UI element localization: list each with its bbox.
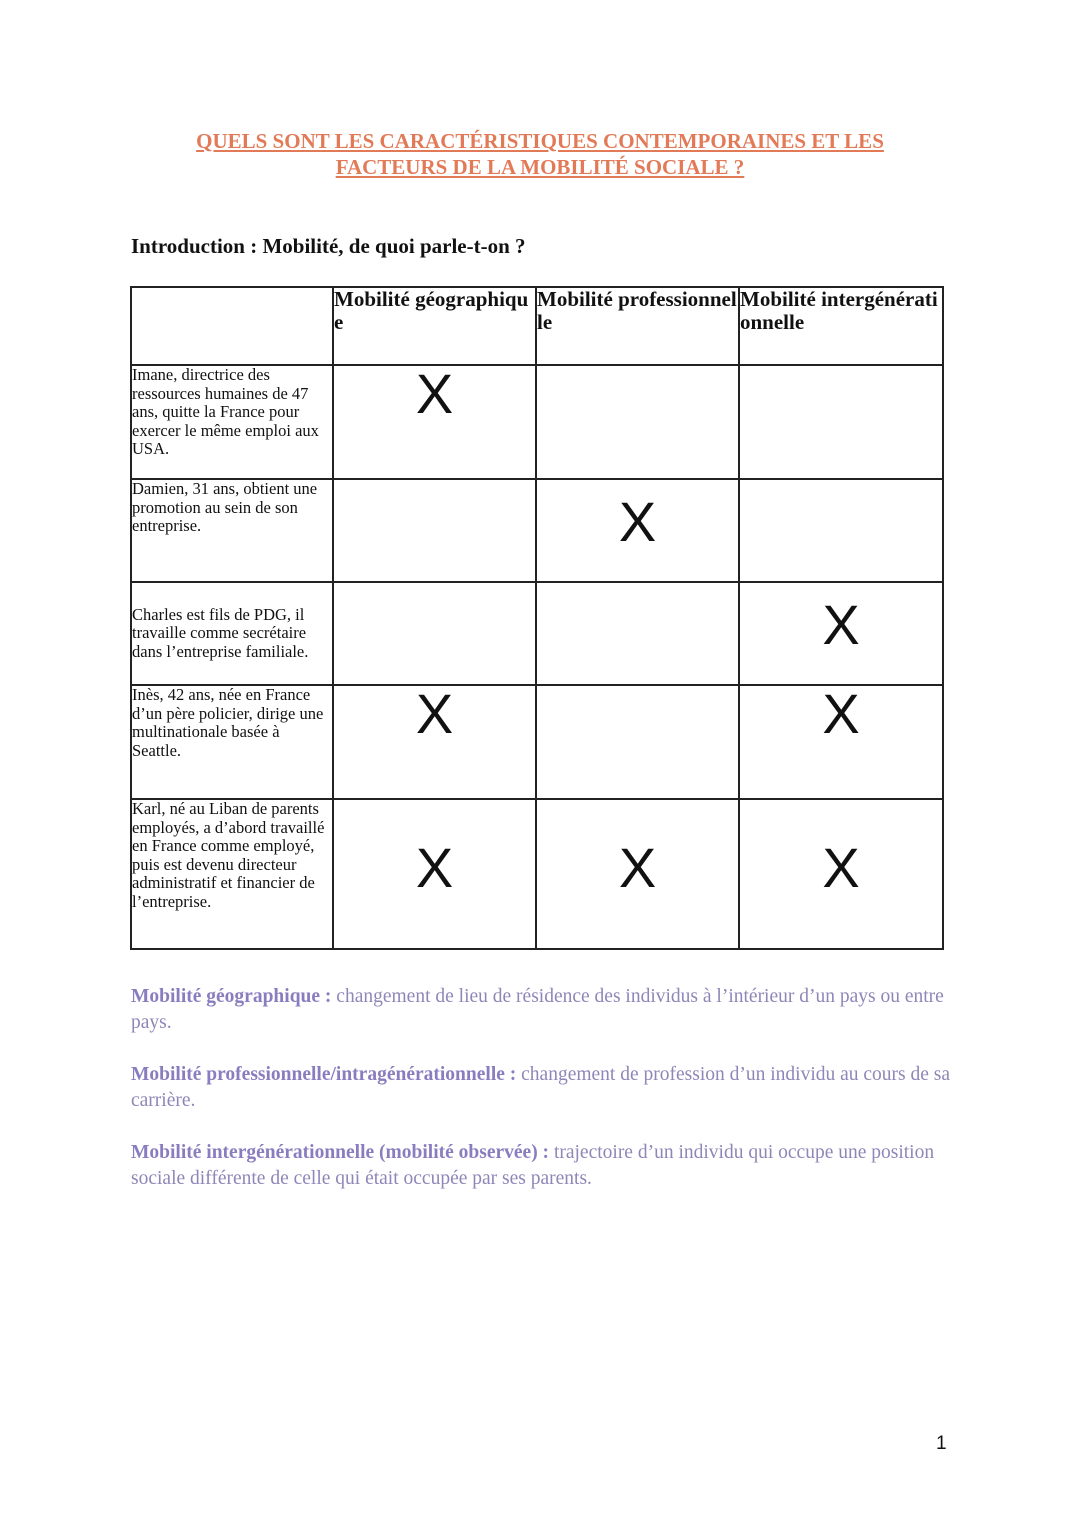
mark-cell bbox=[333, 582, 536, 685]
mark-cell: X bbox=[739, 685, 943, 799]
mark-cell bbox=[739, 365, 943, 479]
mark-cell bbox=[739, 479, 943, 582]
definition-professionnelle bbox=[131, 1062, 951, 1114]
definition-intergenerationnelle bbox=[131, 1140, 951, 1192]
definition-text: changement de profession d’un individu au cours de sa carrière. bbox=[131, 1064, 951, 1111]
mark-cell bbox=[333, 479, 536, 582]
definition-term: Mobilité professionnelle/intragénérationnelle : bbox=[131, 1064, 517, 1085]
definitions-section bbox=[131, 984, 951, 1218]
mark-cell: X bbox=[536, 479, 739, 582]
page-number: 1 bbox=[936, 1433, 947, 1454]
mark-cell: X bbox=[739, 582, 943, 685]
definition-term: Mobilité géographique : bbox=[131, 986, 332, 1007]
mobility-table bbox=[130, 286, 944, 950]
row-description: Imane, directrice des ressources humaines de 47 ans, quitte la France pour exercer le même emploi aux USA. bbox=[131, 365, 333, 479]
definition-text: changement de lieu de résidence des individus à l’intérieur d’un pays ou entre pays. bbox=[131, 986, 944, 1033]
table-header-row bbox=[131, 287, 943, 365]
table-row bbox=[131, 582, 943, 685]
document-title bbox=[130, 128, 950, 180]
title-line-2: FACTEURS DE LA MOBILITÉ SOCIALE ? bbox=[335, 155, 745, 179]
header-geographique: Mobilité géographique bbox=[333, 287, 536, 365]
row-description: Inès, 42 ans, née en France d’un père policier, dirige une multinationale basée à Seattle. bbox=[131, 685, 333, 799]
row-description: Damien, 31 ans, obtient une promotion au sein de son entreprise. bbox=[131, 479, 333, 582]
title-line-1: QUELS SONT LES CARACTÉRISTIQUES CONTEMPORAINES ET LES bbox=[196, 129, 884, 153]
mark-cell bbox=[536, 365, 739, 479]
mark-cell: X bbox=[536, 799, 739, 949]
row-description: Charles est fils de PDG, il travaille comme secrétaire dans l’entreprise familiale. bbox=[131, 582, 333, 685]
mark-cell: X bbox=[333, 685, 536, 799]
table-row bbox=[131, 479, 943, 582]
table-corner-cell bbox=[131, 287, 333, 365]
mark-cell: X bbox=[333, 365, 536, 479]
mark-cell bbox=[536, 685, 739, 799]
header-professionnelle: Mobilité professionnelle bbox=[536, 287, 739, 365]
definition-geographique bbox=[131, 984, 951, 1036]
row-description: Karl, né au Liban de parents employés, a d’abord travaillé en France comme employé, puis est devenu directeur administratif et financier de l’entreprise. bbox=[131, 799, 333, 949]
definition-text: trajectoire d’un individu qui occupe une position sociale différente de celle qui était occupée par ses parents. bbox=[131, 1142, 935, 1189]
table-row bbox=[131, 365, 943, 479]
mark-cell: X bbox=[333, 799, 536, 949]
table-row bbox=[131, 799, 943, 949]
table-row bbox=[131, 685, 943, 799]
definition-term: Mobilité intergénérationnelle (mobilité observée) : bbox=[131, 1142, 550, 1163]
mark-cell: X bbox=[739, 799, 943, 949]
header-intergenerationnelle: Mobilité intergénérationnelle bbox=[739, 287, 943, 365]
mark-cell bbox=[536, 582, 739, 685]
intro-heading: Introduction : Mobilité, de quoi parle-t-on ? bbox=[131, 234, 526, 258]
